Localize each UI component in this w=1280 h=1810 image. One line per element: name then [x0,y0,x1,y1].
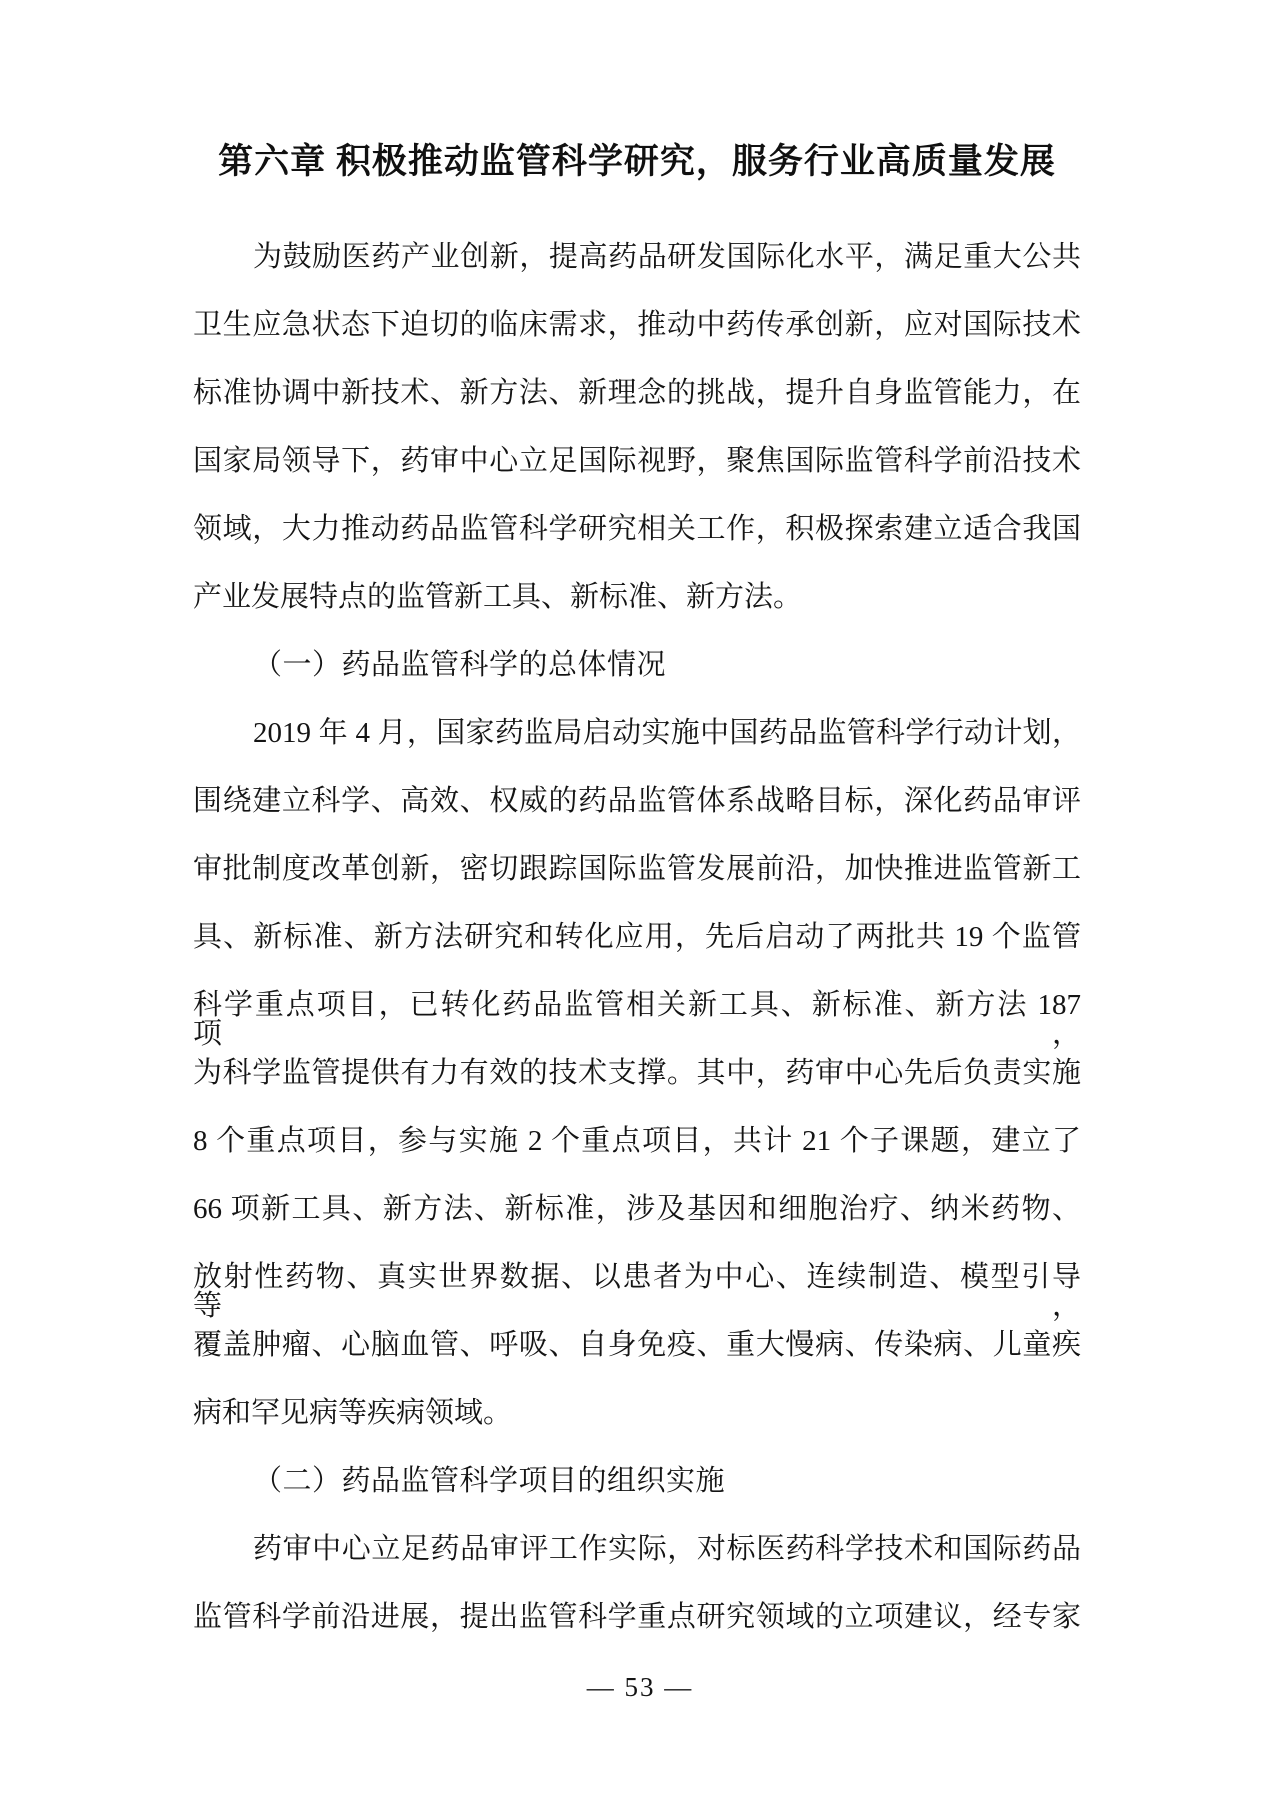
paragraph2-line: 2019 年 4 月，国家药监局启动实施中国药品监管科学行动计划， [253,717,1081,749]
section-heading-2: （二）药品监管科学项目的组织实施 [253,1465,726,1497]
paragraph2-line: 8 个重点项目，参与实施 2 个重点项目，共计 21 个子课题，建立了 [193,1125,1081,1157]
paragraph1-line: 为鼓励医药产业创新，提高药品研发国际化水平，满足重大公共 [253,241,1081,273]
paragraph2-line: 围绕建立科学、高效、权威的药品监管体系战略目标，深化药品审评 [193,785,1081,817]
chapter-title: 第六章 积极推动监管科学研究，服务行业高质量发展 [218,142,1056,181]
paragraph2-line: 审批制度改革创新，密切跟踪国际监管发展前沿，加快推进监管新工 [193,853,1081,885]
paragraph2-line: 具、新标准、新方法研究和转化应用，先后启动了两批共 19 个监管 [193,921,1081,953]
paragraph2-line: 病和罕见病等疾病领域。 [193,1397,513,1429]
paragraph2-line: 为科学监管提供有力有效的技术支撑。其中，药审中心先后负责实施 [193,1057,1081,1089]
paragraph3-line: 监管科学前沿进展，提出监管科学重点研究领域的立项建议，经专家 [193,1601,1081,1633]
section-heading-1: （一）药品监管科学的总体情况 [253,649,667,681]
paragraph3-line: 药审中心立足药品审评工作实际，对标医药科学技术和国际药品 [253,1533,1081,1565]
paragraph1-line: 国家局领导下，药审中心立足国际视野，聚焦国际监管科学前沿技术 [193,445,1081,477]
paragraph1-line: 卫生应急状态下迫切的临床需求，推动中药传承创新，应对国际技术 [193,309,1081,341]
page-footer [0,1672,1280,1702]
paragraph2-line: 放射性药物、真实世界数据、以患者为中心、连续制造、模型引导等， [193,1261,1081,1322]
paragraph1-line: 领域，大力推动药品监管科学研究相关工作，积极探索建立适合我国 [193,513,1081,545]
text-column [193,140,1081,1671]
paragraph1-line: 产业发展特点的监管新工具、新标准、新方法。 [193,581,803,613]
paragraph2-line: 覆盖肿瘤、心脑血管、呼吸、自身免疫、重大慢病、传染病、儿童疾 [193,1329,1081,1361]
paragraph2-line: 科学重点项目，已转化药品监管相关新工具、新标准、新方法 187 项， [193,989,1081,1050]
page-number: — 53 — [586,1672,694,1702]
paragraph2-line: 66 项新工具、新方法、新标准，涉及基因和细胞治疗、纳米药物、 [193,1193,1081,1225]
paragraph1-line: 标准协调中新技术、新方法、新理念的挑战，提升自身监管能力，在 [193,377,1081,409]
